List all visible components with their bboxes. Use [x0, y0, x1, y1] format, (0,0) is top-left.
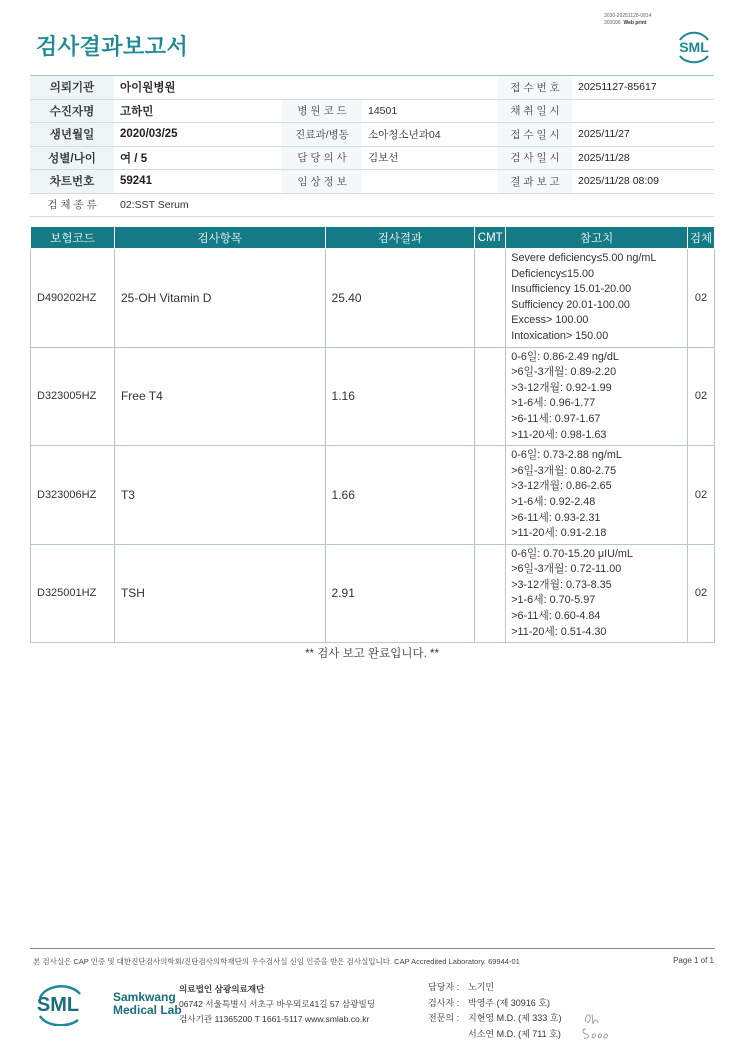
staff-name: 노기민: [468, 982, 495, 992]
reference-line: Intoxication> 150.00: [511, 329, 609, 342]
reference-line: Excess> 100.00: [511, 314, 589, 327]
organization-info: [179, 982, 375, 1027]
cmt-cell: [475, 544, 506, 643]
test-item-cell: T3: [114, 446, 325, 545]
result-cell: 1.66: [325, 446, 475, 545]
organization-name: 의료법인 삼광의료재단: [179, 984, 265, 994]
specimen-cell: 02: [688, 544, 715, 643]
info-row: [30, 99, 714, 123]
reference-line: >6-11세: 0.60-4.84: [511, 610, 601, 623]
clinical-info-value: [362, 170, 498, 194]
reference-line: 0-6일: 0.73-2.88 ng/mL: [511, 449, 622, 462]
organization-address: 06742 서울특별시 서초구 바우뫼로41길 57 삼광빌딩: [179, 999, 376, 1009]
reference-line: Deficiency≤15.00: [511, 267, 594, 280]
table-row: [31, 446, 715, 545]
column-header-specimen: 검체: [688, 227, 715, 249]
document-id-line1: 3030-20251128-0814: [604, 13, 652, 19]
request-org-value: 아이원병원: [114, 76, 498, 100]
patient-name-value: 고하민: [114, 99, 282, 123]
test-item-cell: Free T4: [114, 347, 325, 446]
staff-role: 담당자 :: [428, 982, 460, 992]
page-number: Page 1 of 1: [673, 956, 714, 965]
document-id-line2: 303006 Web print: [604, 20, 647, 26]
report-complete-note: ** 검사 보고 완료입니다. **: [305, 648, 439, 660]
specimen-cell: 02: [688, 249, 715, 348]
receipt-date-label: 접 수 일 시: [498, 123, 572, 147]
staff-name: 박영주 (제 30916 호): [468, 997, 550, 1008]
specimen-type-value: 02:SST Serum: [114, 193, 714, 217]
result-cell: 2.91: [325, 544, 475, 643]
samkwang-brand: [113, 991, 182, 1017]
column-header-result: 검사결과: [325, 227, 475, 249]
test-item-cell: 25-OH Vitamin D: [114, 249, 325, 348]
staff-role: 검사자 :: [428, 997, 460, 1008]
hospital-code-value: 14501: [362, 99, 498, 123]
report-date-value: 2025/11/28 08:09: [572, 170, 714, 194]
sex-age-label: 성별/나이: [30, 146, 114, 170]
collect-date-label: 채 취 일 시: [498, 99, 572, 123]
doctor-label: 담 당 의 사: [282, 146, 362, 170]
receipt-no-value: 20251127-85617: [572, 76, 714, 100]
report-date-label: 결 과 보 고: [498, 170, 572, 194]
reference-line: >1-6세: 0.96-1.77: [511, 397, 596, 410]
insurance-code-cell: D323005HZ: [31, 347, 115, 446]
reference-line: >6-11세: 0.93-2.31: [511, 511, 601, 524]
collect-date-value: [572, 99, 714, 123]
results-header-row: [31, 227, 715, 249]
info-row: [30, 146, 714, 170]
reference-line: >3-12개월: 0.73-8.35: [511, 578, 612, 591]
staff-list: [428, 980, 561, 1042]
cmt-cell: [475, 347, 506, 446]
result-cell: 1.16: [325, 347, 475, 446]
reference-line: 0-6일: 0.70-15.20 μIU/mL: [511, 547, 633, 560]
chart-no-value: 59241: [114, 170, 282, 194]
dept-value: 소아청소년과04: [362, 123, 498, 147]
reference-line: >6일-3개월: 0.89-2.20: [511, 366, 617, 379]
reference-line: >1-6세: 0.92-2.48: [511, 495, 596, 508]
document-id: [604, 13, 651, 27]
reference-cell: [506, 347, 688, 446]
specimen-cell: 02: [688, 446, 715, 545]
birth-date-value: 2020/03/25: [114, 123, 282, 147]
signature-2: [578, 1025, 610, 1041]
samkwang-logo-icon: [36, 980, 116, 1026]
staff-row: [428, 980, 561, 996]
table-row: [31, 347, 715, 446]
staff-row: [428, 1011, 561, 1027]
clinical-info-label: 임 상 정 보: [282, 170, 362, 194]
reference-cell: [506, 446, 688, 545]
cmt-cell: [475, 446, 506, 545]
organization-contact: 검사기관 11365200 T 1661-5117 www.smlab.co.kr: [179, 1014, 370, 1024]
reference-line: Sufficiency 20.01-100.00: [511, 298, 630, 311]
info-row: [30, 76, 714, 100]
receipt-no-label: 접 수 번 호: [498, 76, 572, 100]
column-header-insurance-code: 보험코드: [31, 227, 115, 249]
result-cell: 25.40: [325, 249, 475, 348]
reference-line: >1-6세: 0.70-5.97: [511, 594, 596, 607]
test-date-label: 검 사 일 시: [498, 146, 572, 170]
web-print-label: Web print: [623, 20, 647, 26]
table-row: [31, 544, 715, 643]
doctor-value: 김보선: [362, 146, 498, 170]
test-item-cell: TSH: [114, 544, 325, 643]
column-header-test-item: 검사항목: [114, 227, 325, 249]
reference-line: >11-20세: 0.51-4.30: [511, 625, 607, 638]
reference-line: >11-20세: 0.98-1.63: [511, 428, 607, 441]
samkwang-logo-text: SML: [36, 994, 80, 1016]
staff-role: [428, 1027, 468, 1043]
sex-age-value: 여 / 5: [114, 146, 282, 170]
specimen-cell: 02: [688, 347, 715, 446]
chart-no-label: 차트번호: [30, 170, 114, 194]
accreditation-note: 본 검사실은 CAP 인증 및 대한진단검사의학회/진단검사의학재단의 우수검사실 신임 인증을 받은 검사실입니다. CAP Accredited Laboratory. 69944-01: [33, 957, 520, 966]
hospital-code-label: 병 원 코 드: [282, 99, 362, 123]
staff-name: 서소연 M.D. (제 711 호): [468, 1028, 561, 1039]
info-row: [30, 123, 714, 147]
sml-logo-icon: [674, 26, 714, 64]
reference-line: >6-11세: 0.97-1.67: [511, 412, 601, 425]
receipt-date-value: 2025/11/27: [572, 123, 714, 147]
patient-info-table: [30, 75, 714, 217]
reference-cell: [506, 544, 688, 643]
reference-line: >6일-3개월: 0.80-2.75: [511, 464, 617, 477]
reference-line: >3-12개월: 0.86-2.65: [511, 480, 612, 493]
reference-line: Insufficiency 15.01-20.00: [511, 283, 632, 296]
insurance-code-cell: D490202HZ: [31, 249, 115, 348]
test-date-value: 2025/11/28: [572, 146, 714, 170]
reference-cell: [506, 249, 688, 348]
insurance-code-cell: D323006HZ: [31, 446, 115, 545]
footer-divider: [30, 948, 715, 949]
staff-name: 지현영 M.D. (제 333 호): [468, 1013, 562, 1023]
reference-line: >3-12개월: 0.92-1.99: [511, 381, 612, 394]
staff-role: 전문의 :: [428, 1013, 460, 1023]
table-row: [31, 249, 715, 348]
info-row: [30, 193, 714, 217]
staff-row: [428, 996, 561, 1012]
dept-label: 진료과/병동: [282, 123, 362, 147]
column-header-cmt: CMT: [475, 227, 506, 249]
page-title: 검사결과보고서: [36, 35, 189, 60]
signature-1: [580, 1010, 610, 1026]
results-table: [30, 226, 715, 643]
brand-line2: Medical Lab: [113, 1003, 182, 1017]
cmt-cell: [475, 249, 506, 348]
reference-line: >6일-3개월: 0.72-11.00: [511, 563, 622, 576]
column-header-reference: 참고치: [506, 227, 688, 249]
info-row: [30, 170, 714, 194]
staff-row: [428, 1027, 561, 1043]
reference-line: >11-20세: 0.91-2.18: [511, 527, 607, 540]
patient-name-label: 수진자명: [30, 99, 114, 123]
specimen-type-label: 검 체 종 류: [30, 193, 114, 217]
birth-date-label: 생년월일: [30, 123, 114, 147]
reference-line: 0-6일: 0.86-2.49 ng/dL: [511, 350, 619, 363]
insurance-code-cell: D325001HZ: [31, 544, 115, 643]
brand-line1: Samkwang: [113, 990, 176, 1004]
request-org-label: 의뢰기관: [30, 76, 114, 100]
reference-line: Severe deficiency≤5.00 ng/mL: [511, 252, 657, 264]
sml-logo-text: SML: [679, 39, 709, 55]
